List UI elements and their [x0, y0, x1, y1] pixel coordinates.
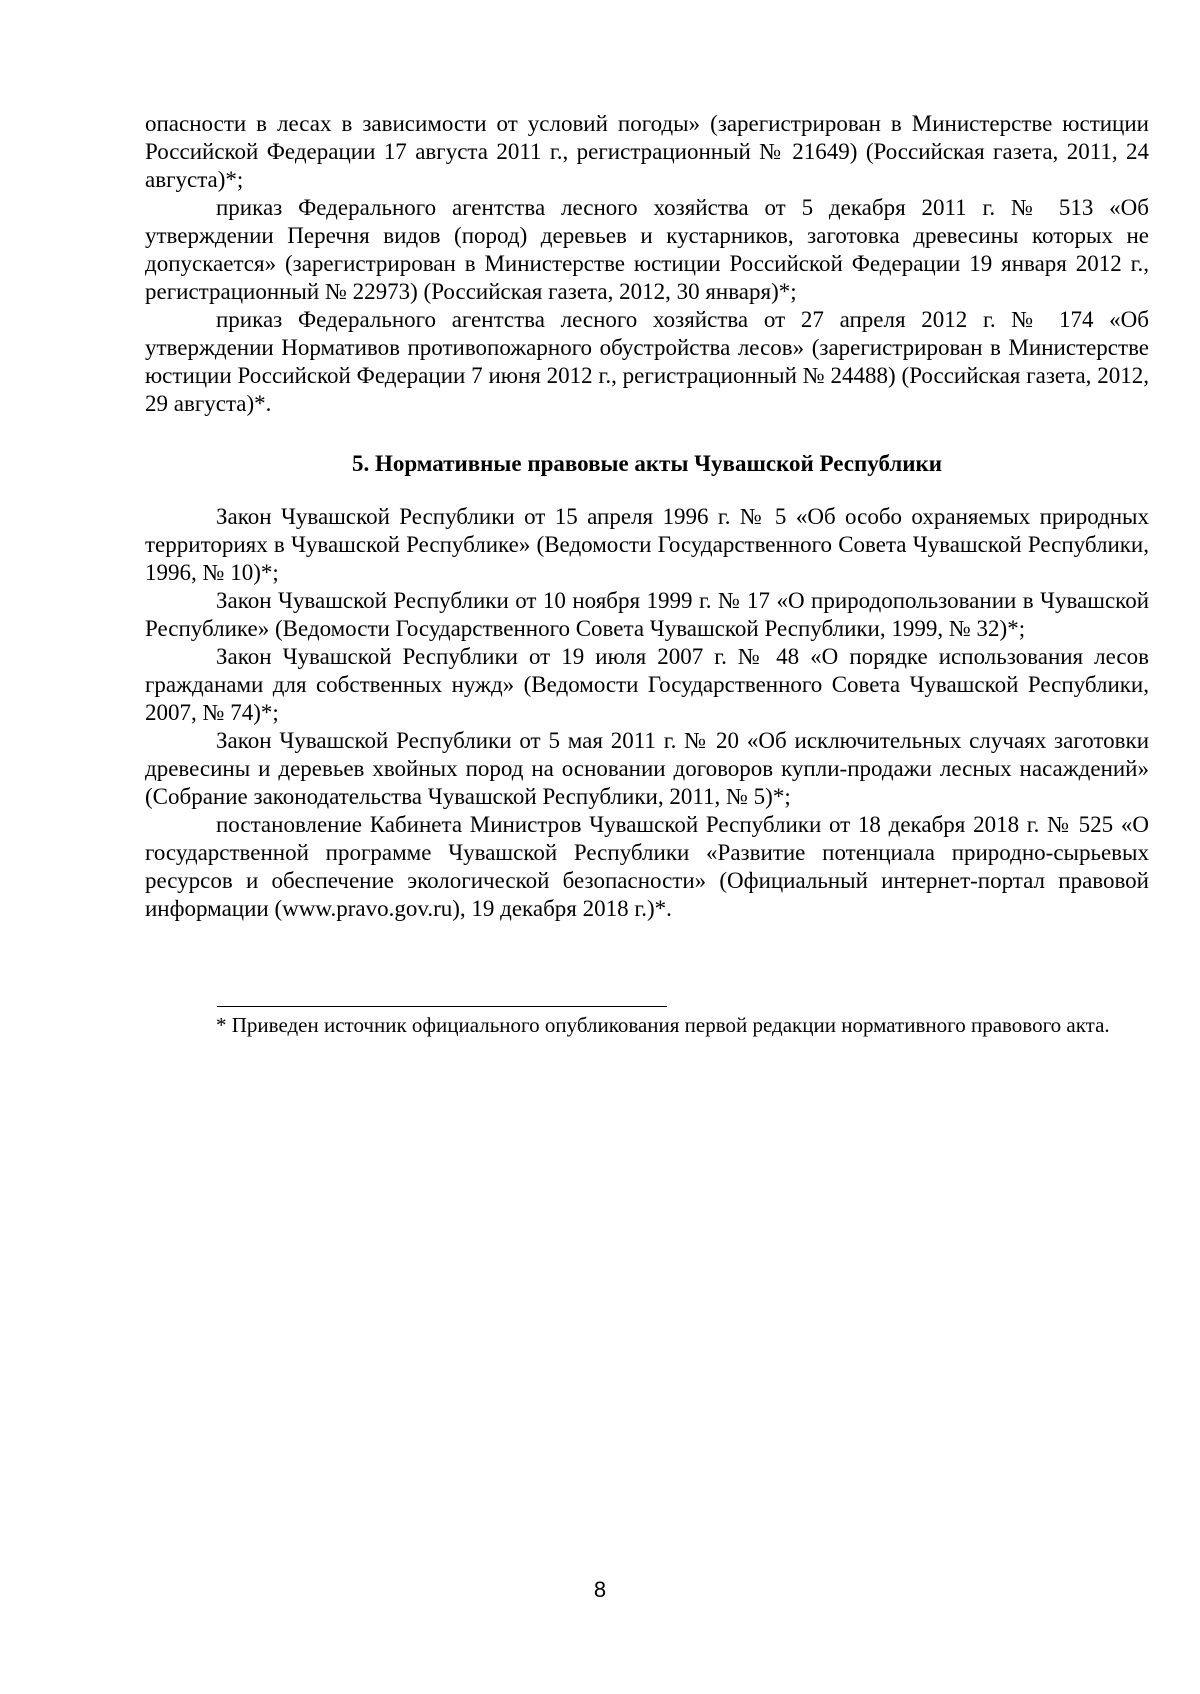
paragraph-order-174: приказ Федерального агентства лесного хозяйства от 27 апреля 2012 г. № 174 «Об утверждении Нормативов противопожарного обустройства лесов» (зарегистрирован в Министерстве юстиции Российской Федерации 7 июня 2012 г., регистрационный № 24488) (Российская газета, 2012, 29 августа)*. [145, 307, 1149, 416]
paragraph-law-1999: Закон Чувашской Республики от 10 ноября 1999 г. № 17 «О природопользовании в Чувашской Республике» (Ведомости Государственного Совета Чувашской Республики, 1999, № 32)*; [145, 588, 1149, 641]
footnote-separator [217, 1006, 667, 1007]
continued-list [145, 110, 1149, 418]
paragraph-law-2007: Закон Чувашской Республики от 19 июля 2007 г. № 48 «О порядке использования лесов гражданами для собственных нужд» (Ведомости Государственного Совета Чувашской Республики, 2007, № 74)*; [145, 644, 1149, 725]
paragraph-resolution-2018: постановление Кабинета Министров Чувашской Республики от 18 декабря 2018 г. № 525 «О государственной программе Чувашской Республики «Развитие потенциала природно-сырьевых ресурсов и обеспечение экологической безопасности» (Официальный интернет-портал правовой информации (www.pravo.gov.ru), 19 декабря 2018 г.)*. [145, 812, 1149, 921]
paragraph-law-2011: Закон Чувашской Республики от 5 мая 2011 г. № 20 «Об исключительных случаях заготовки древесины и деревьев хвойных пород на основании договоров купли-продажи лесных насаждений» (Собрание законодательства Чувашской Республики, 2011, № 5)*; [145, 728, 1149, 809]
paragraph-continuation: опасности в лесах в зависимости от условий погоды» (зарегистрирован в Министерстве юстиции Российской Федерации 17 августа 2011 г., регистрационный № 21649) (Российская газета, 2011, 24 августа)*; [145, 111, 1149, 192]
section-list [145, 503, 1149, 923]
paragraph-order-513: приказ Федерального агентства лесного хозяйства от 5 декабря 2011 г. № 513 «Об утверждении Перечня видов (пород) деревьев и кустарников, заготовка древесины которых не допускается» (зарегистрирован в Министерстве юстиции Российской Федерации 19 января 2012 г., регистрационный № 22973) (Российская газета, 2012, 30 января)*; [145, 195, 1149, 304]
paragraph-law-1996: Закон Чувашской Республики от 15 апреля 1996 г. № 5 «Об особо охраняемых природных территориях в Чувашской Республике» (Ведомости Государственного Совета Чувашской Республики, 1996, № 10)*; [145, 504, 1149, 585]
section-title: 5. Нормативные правовые акты Чувашской Республики [351, 451, 943, 476]
footnote: * Приведен источник официального опубликования первой редакции нормативного правового акта. [216, 1013, 1110, 1037]
page-number: 8 [593, 1577, 607, 1602]
